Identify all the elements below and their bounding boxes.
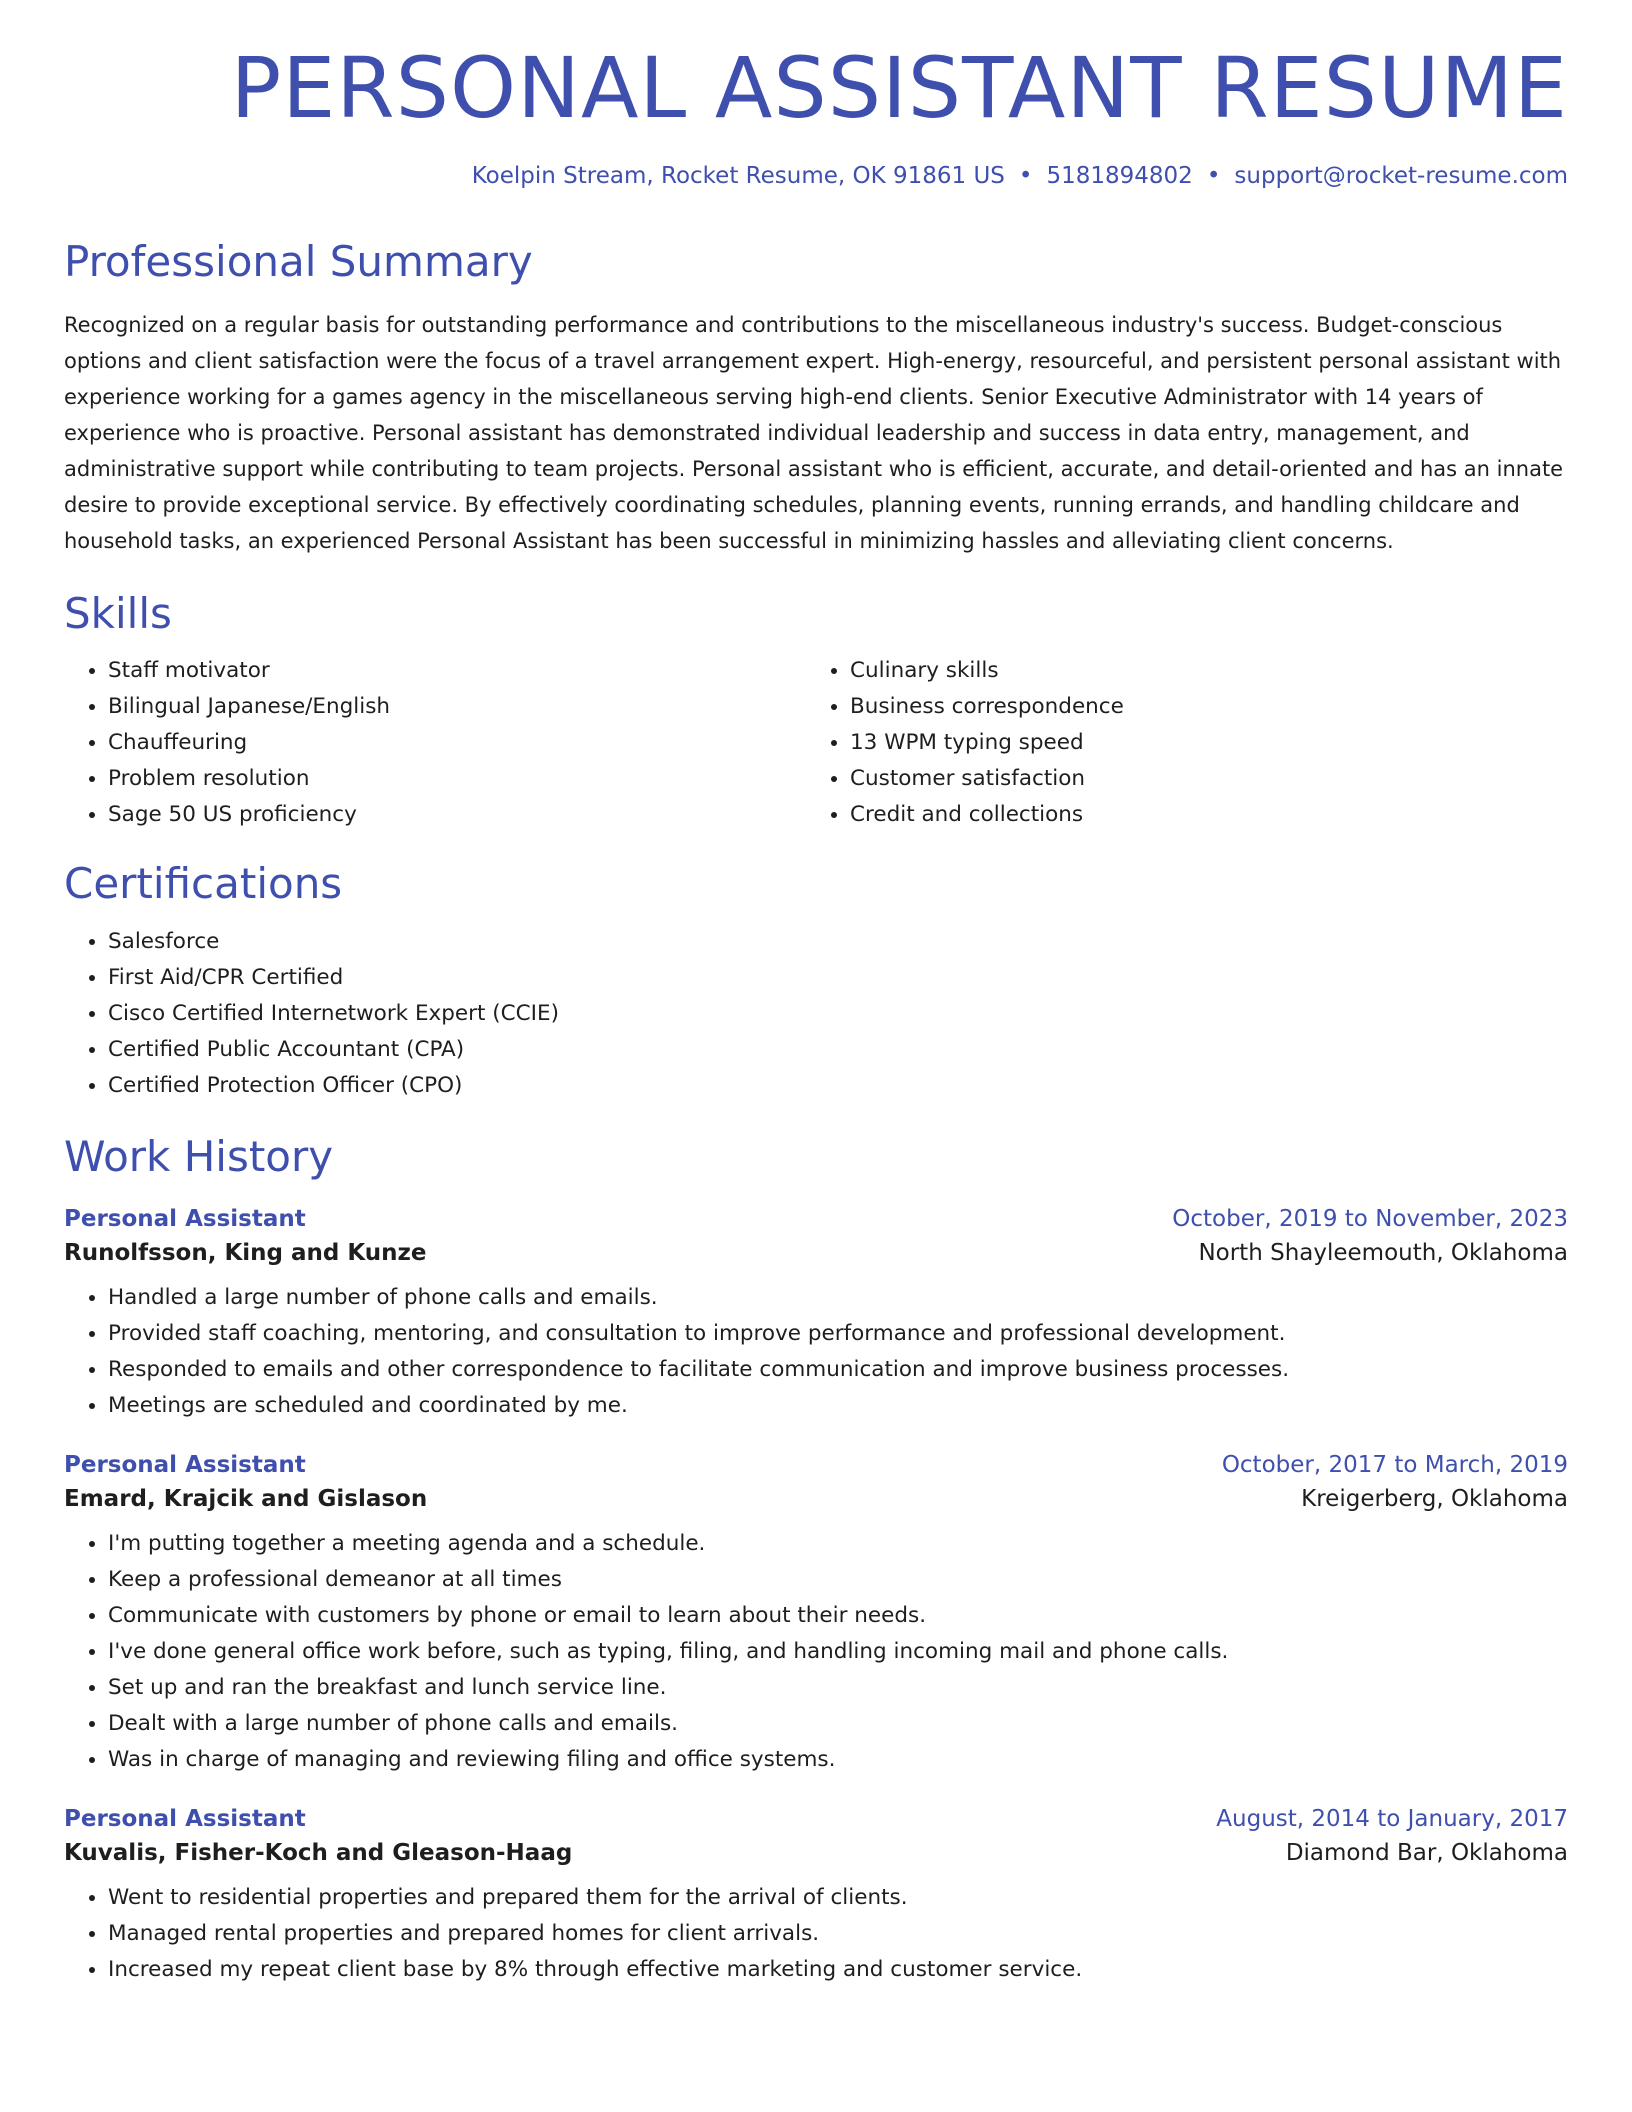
contact-separator: • [1018, 162, 1033, 189]
job-title: Personal Assistant [64, 1806, 306, 1833]
skills-heading: Skills [64, 588, 172, 638]
summary-heading: Professional Summary [64, 236, 533, 286]
job-entry [64, 1452, 1568, 1778]
skill-item: • Business correspondence [850, 689, 1548, 725]
job-employer-row [64, 1232, 1568, 1266]
job-bullet: • Responded to emails and other correspondence to facilitate communication and improve business processes. [108, 1352, 1568, 1388]
job-location: Kreigerberg, Oklahoma [1301, 1486, 1568, 1513]
skill-item: • Culinary skills [850, 653, 1548, 689]
job-bullet-list [64, 1280, 1568, 1424]
skills-column-right [806, 653, 1548, 833]
certifications-list [64, 924, 1568, 1104]
job-header-row [64, 1806, 1568, 1832]
job-header-row [64, 1452, 1568, 1478]
contact-phone[interactable]: 5181894802 [1046, 162, 1193, 189]
job-title: Personal Assistant [64, 1452, 306, 1479]
job-dates: October, 2017 to March, 2019 [1221, 1452, 1568, 1479]
skill-item: • Chauffeuring [108, 725, 806, 761]
job-bullet: • I'm putting together a meeting agenda and a schedule. [108, 1526, 1568, 1562]
skill-item: • 13 WPM typing speed [850, 725, 1548, 761]
resume-page [64, 40, 1568, 1988]
skills-column-left [64, 653, 806, 833]
job-company: Runolfsson, King and Kunze [64, 1240, 427, 1267]
job-dates: August, 2014 to January, 2017 [1216, 1806, 1568, 1833]
job-entry [64, 1806, 1568, 1988]
job-bullet: • Managed rental properties and prepared homes for client arrivals. [108, 1916, 1568, 1952]
certification-item: • Certified Public Accountant (CPA) [108, 1032, 1568, 1068]
contact-line [64, 163, 1568, 189]
certification-item: • First Aid/CPR Certified [108, 960, 1568, 996]
skill-item: • Sage 50 US proficiency [108, 797, 806, 833]
work-history-heading: Work History [64, 1131, 334, 1181]
job-bullet: • Went to residential properties and prepared them for the arrival of clients. [108, 1880, 1568, 1916]
skills-grid [64, 653, 1568, 833]
job-bullet-list [64, 1880, 1568, 1988]
job-bullet: • Handled a large number of phone calls and emails. [108, 1280, 1568, 1316]
job-bullet: • Communicate with customers by phone or email to learn about their needs. [108, 1598, 1568, 1634]
job-dates: October, 2019 to November, 2023 [1172, 1206, 1568, 1233]
job-bullet: • Keep a professional demeanor at all times [108, 1562, 1568, 1598]
job-company: Kuvalis, Fisher-Koch and Gleason-Haag [64, 1840, 573, 1867]
job-bullet: • Meetings are scheduled and coordinated by me. [108, 1388, 1568, 1424]
contact-email[interactable]: support@rocket-resume.com [1234, 162, 1568, 189]
job-bullet: • Set up and ran the breakfast and lunch service line. [108, 1670, 1568, 1706]
skill-item: • Bilingual Japanese/English [108, 689, 806, 725]
job-header-row [64, 1206, 1568, 1232]
skill-item: • Staff motivator [108, 653, 806, 689]
job-entry [64, 1206, 1568, 1424]
job-employer-row [64, 1478, 1568, 1512]
skills-list-left [64, 653, 806, 833]
job-company: Emard, Krajcik and Gislason [64, 1486, 428, 1513]
job-bullet: • Increased my repeat client base by 8% through effective marketing and customer service. [108, 1952, 1568, 1988]
job-location: North Shayleemouth, Oklahoma [1198, 1240, 1568, 1267]
certifications-heading: Certifications [64, 859, 343, 909]
job-bullet: • Dealt with a large number of phone calls and emails. [108, 1706, 1568, 1742]
skill-item: • Credit and collections [850, 797, 1548, 833]
skill-item: • Customer satisfaction [850, 761, 1548, 797]
summary-text: Recognized on a regular basis for outstanding performance and contributions to the miscellaneous industry's success. Budget-conscious options and client satisfaction were the focus of a travel arrangement expert. High-energy, resourceful, and persistent personal assistant with experience working for a games agency in the miscellaneous serving high-end clients. Senior Executive Administrator with 14 years of experience who is proactive. Personal assistant has demonstrated individual leadership and success in data entry, management, and administrative support while contributing to team projects. Personal assistant who is efficient, accurate, and detail-oriented and has an innate desire to provide exceptional service. By effectively coordinating schedules, planning events, running errands, and handling childcare and household tasks, an experienced Personal Assistant has been successful in minimizing hassles and alleviating client concerns. [64, 312, 1564, 553]
job-bullet: • I've done general office work before, such as typing, filing, and handling incoming mail and phone calls. [108, 1634, 1568, 1670]
contact-separator: • [1206, 162, 1221, 189]
certification-item: • Salesforce [108, 924, 1568, 960]
contact-address: Koelpin Stream, Rocket Resume, OK 91861 US [471, 162, 1005, 189]
job-bullet: • Provided staff coaching, mentoring, and consultation to improve performance and professional development. [108, 1316, 1568, 1352]
job-bullet: • Was in charge of managing and reviewing filing and office systems. [108, 1742, 1568, 1778]
skill-item: • Problem resolution [108, 761, 806, 797]
resume-title: PERSONAL ASSISTANT RESUME [230, 39, 1568, 137]
job-title: Personal Assistant [64, 1206, 306, 1233]
certification-item: • Certified Protection Officer (CPO) [108, 1068, 1568, 1104]
skills-list-right [806, 653, 1548, 833]
job-bullet-list [64, 1526, 1568, 1778]
job-location: Diamond Bar, Oklahoma [1285, 1840, 1568, 1867]
job-employer-row [64, 1832, 1568, 1866]
certification-item: • Cisco Certified Internetwork Expert (CCIE) [108, 996, 1568, 1032]
